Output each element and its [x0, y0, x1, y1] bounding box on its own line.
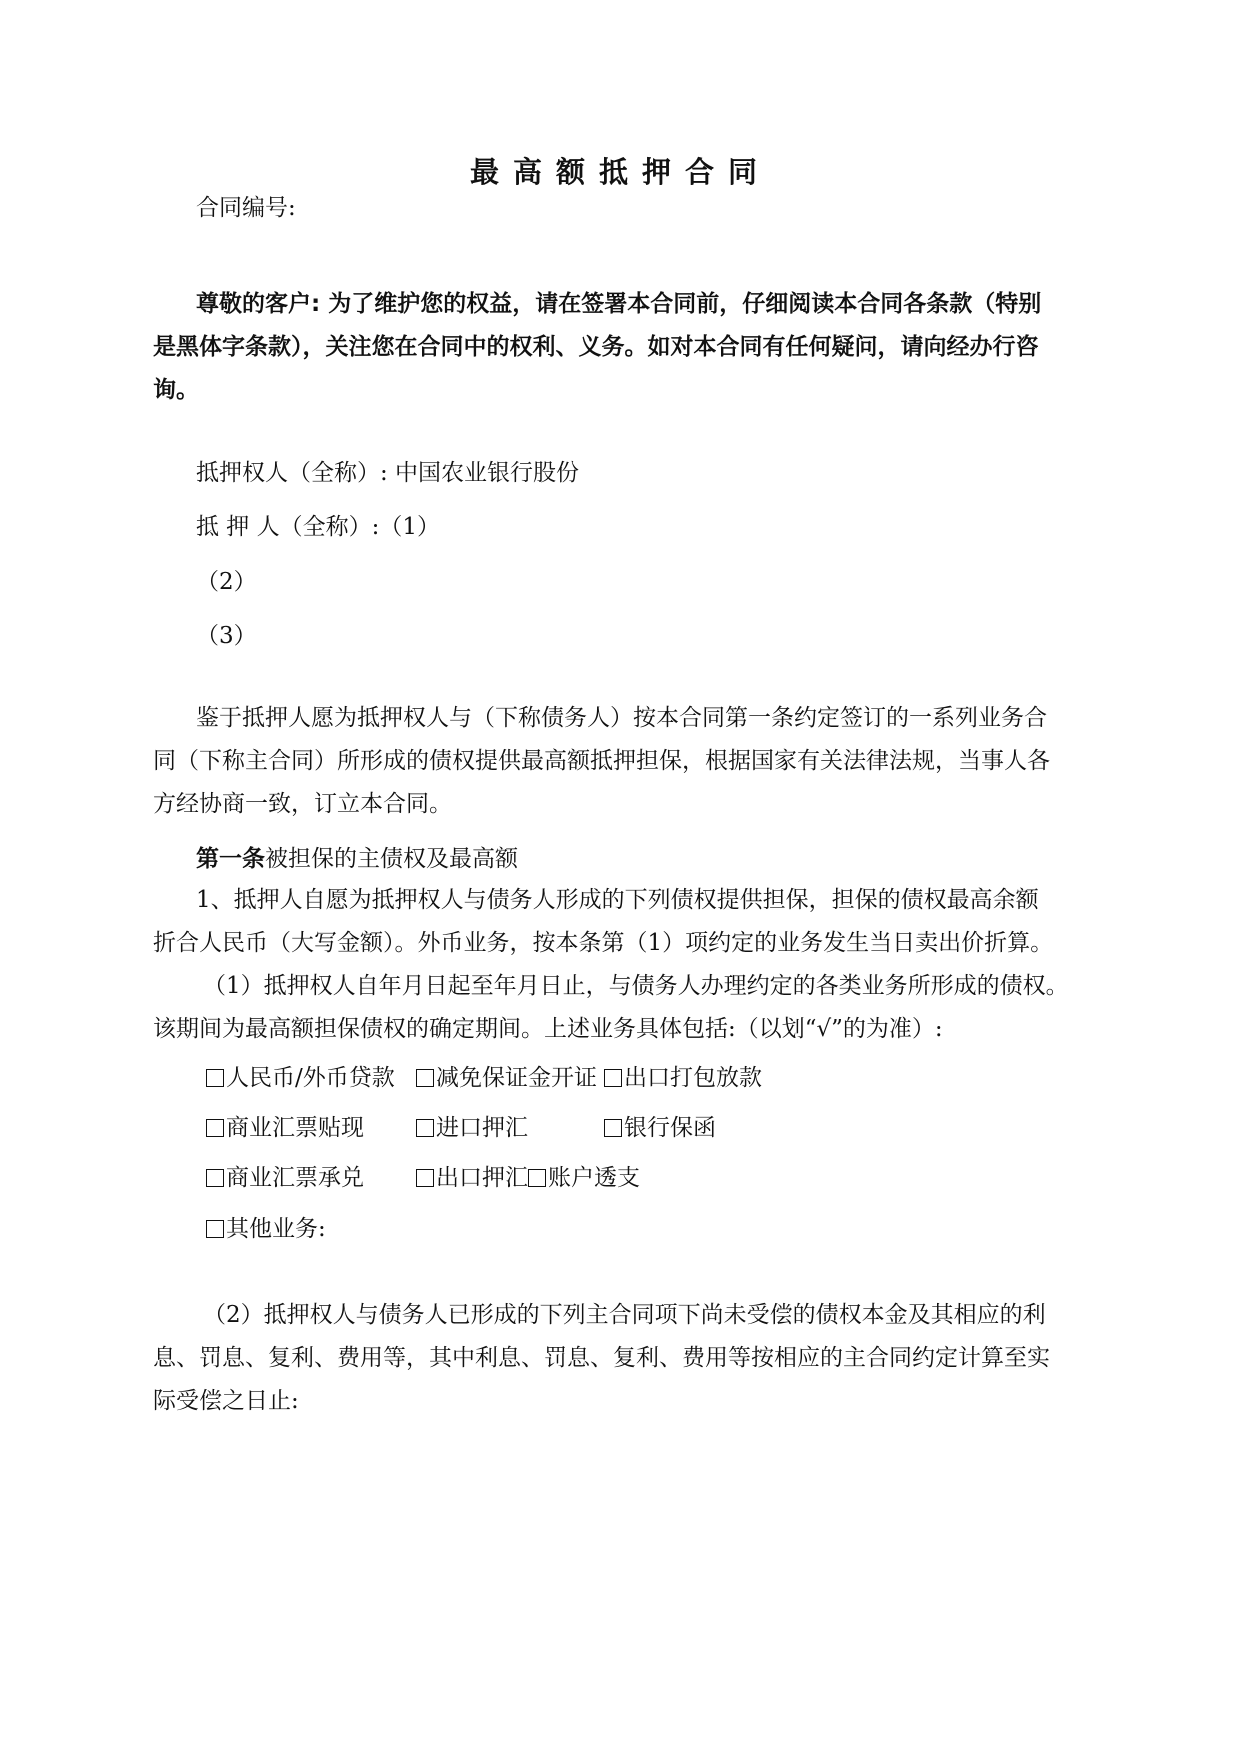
- checkbox-icon[interactable]: [416, 1069, 434, 1087]
- option-reduced-margin-lc[interactable]: 减免保证金开证: [416, 1063, 597, 1093]
- article-1-heading: [196, 844, 518, 874]
- checkbox-icon[interactable]: [604, 1069, 622, 1087]
- preamble-line-2: 同（下称主合同）所形成的债权提供最高额抵押担保，根据国家有关法律法规，当事人各: [153, 748, 1050, 774]
- checkbox-icon[interactable]: [206, 1169, 224, 1187]
- clause-1-2-line-2: 息、罚息、复利、费用等，其中利息、罚息、复利、费用等按相应的主合同约定计算至实: [153, 1345, 1050, 1371]
- notice-line-2: 是黑体字条款），关注您在合同中的权利、义务。如对本合同有任何疑问，请向经办行咨: [153, 334, 1039, 360]
- option-rmb-fx-loan[interactable]: 人民币/外币贷款: [206, 1063, 395, 1093]
- checkbox-icon[interactable]: [604, 1119, 622, 1137]
- option-export-bill[interactable]: 出口押汇 账户透支: [416, 1163, 640, 1193]
- option-bill-discount[interactable]: 商业汇票贴现: [206, 1113, 364, 1143]
- clause-1-line-2: 折合人民币（大写金额）。外币业务，按本条第（1）项约定的业务发生当日卖出价折算。: [153, 930, 1054, 956]
- article-1-title: 被担保的主债权及最高额: [265, 846, 518, 872]
- option-bill-acceptance[interactable]: 商业汇票承兑: [206, 1163, 364, 1193]
- checkbox-icon[interactable]: [528, 1169, 546, 1187]
- notice-line-1: 尊敬的客户: 为了维护您的权益，请在签署本合同前，仔细阅读本合同各条款（特别: [196, 291, 1042, 317]
- option-other-business[interactable]: 其他业务:: [206, 1214, 326, 1244]
- mortgagor-item-3: （3）: [196, 623, 257, 649]
- checkbox-icon[interactable]: [206, 1069, 224, 1087]
- clause-1-1-line-1: （1）抵押权人自年月日起至年月日止，与债务人办理约定的各类业务所形成的债权。: [203, 973, 1069, 999]
- clause-1-2-line-3: 际受偿之日止:: [153, 1388, 299, 1414]
- clause-1-1-line-2: 该期间为最高额担保债权的确定期间。上述业务具体包括:（以划“√”的为准）:: [153, 1016, 943, 1042]
- checkbox-icon[interactable]: [416, 1119, 434, 1137]
- document-title: 最高额抵押合同: [469, 155, 771, 189]
- checkbox-icon[interactable]: [206, 1220, 224, 1238]
- preamble-line-3: 方经协商一致，订立本合同。: [153, 791, 452, 817]
- clause-1-2-line-1: （2）抵押权人与债务人已形成的下列主合同项下尚未受偿的债权本金及其相应的利: [203, 1302, 1046, 1328]
- article-1-number: 第一条: [196, 846, 265, 872]
- mortgagor-line: 抵 押 人（全称）:（1）: [196, 514, 441, 540]
- mortgagor-item-2: （2）: [196, 569, 257, 595]
- checkbox-icon[interactable]: [206, 1119, 224, 1137]
- checkbox-icon[interactable]: [416, 1169, 434, 1187]
- contract-number-label: 合同编号:: [196, 195, 296, 221]
- preamble-line-1: 鉴于抵押人愿为抵押权人与（下称债务人）按本合同第一条约定签订的一系列业务合: [196, 705, 1047, 731]
- notice-line-3: 询。: [153, 377, 199, 403]
- mortgagee-line: 抵押权人（全称）: 中国农业银行股份: [196, 460, 580, 486]
- option-import-bill[interactable]: 进口押汇: [416, 1113, 528, 1143]
- option-bank-guarantee[interactable]: 银行保函: [604, 1113, 716, 1143]
- option-export-packing-loan[interactable]: 出口打包放款: [604, 1063, 762, 1093]
- clause-1-line-1: 1、抵押人自愿为抵押权人与债务人形成的下列债权提供担保，担保的债权最高余额: [196, 887, 1039, 913]
